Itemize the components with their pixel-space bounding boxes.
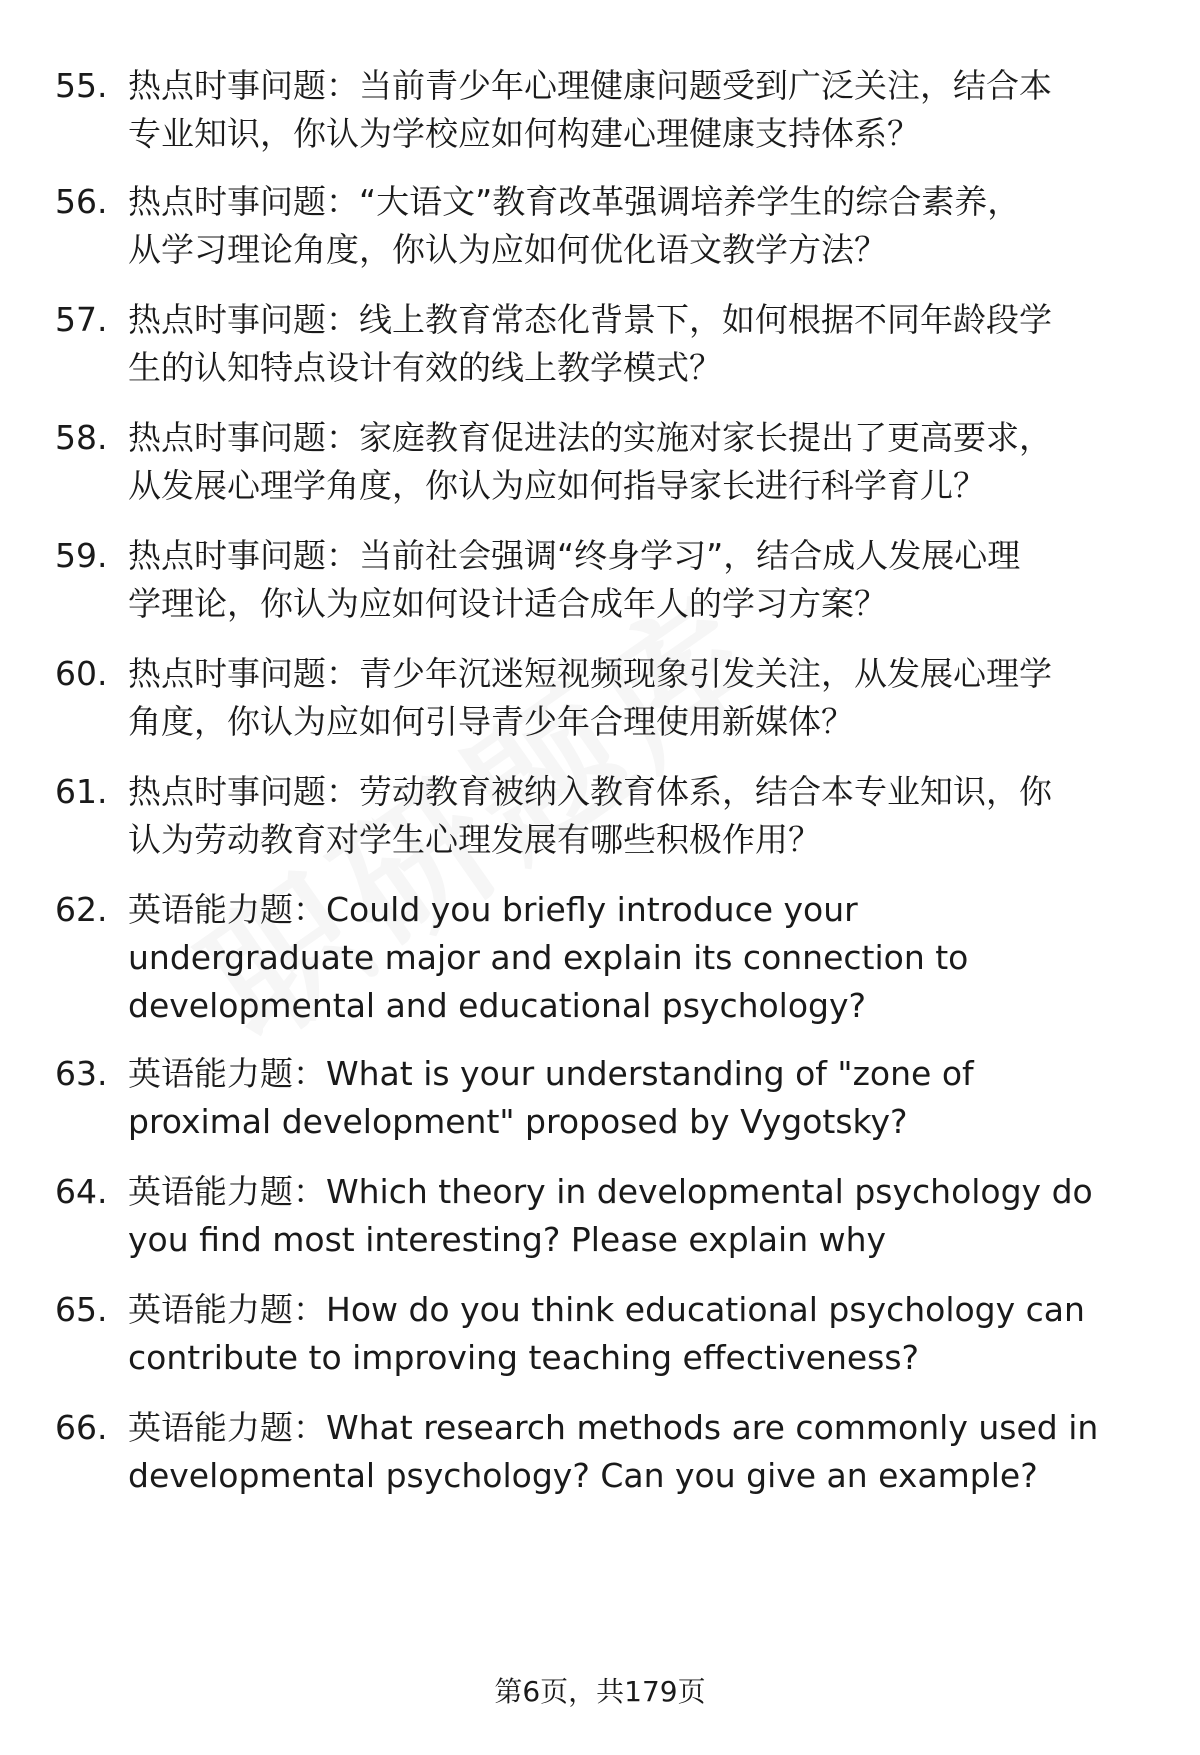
question-text-line: 热点时事问题：当前青少年心理健康问题受到广泛关注，结合本 — [128, 66, 1052, 105]
question-text-line: 英语能力题：How do you think educational psychology can — [128, 1290, 1085, 1329]
question-number: 63. — [55, 1054, 108, 1093]
question-text-line: contribute to improving teaching effectiveness? — [128, 1338, 920, 1377]
question-text — [128, 768, 1153, 864]
question-number: 60. — [55, 654, 108, 693]
question-text — [128, 650, 1153, 746]
question-number: 66. — [55, 1408, 108, 1447]
question-text — [128, 178, 1153, 274]
question-text-line: 从发展心理学角度，你认为应如何指导家长进行科学育儿？ — [128, 466, 986, 505]
page-footer: 第6页，共179页 — [494, 1675, 706, 1708]
question-number: 61. — [55, 772, 108, 811]
question-text — [128, 1286, 1153, 1382]
question-number: 64. — [55, 1172, 108, 1211]
question-text — [128, 886, 1153, 1030]
question-text — [128, 1050, 1153, 1146]
question-text-line: 专业知识，你认为学校应如何构建心理健康支持体系？ — [128, 114, 920, 153]
question-text-line: undergraduate major and explain its connection to — [128, 938, 969, 977]
question-text-line: 角度，你认为应如何引导青少年合理使用新媒体？ — [128, 702, 854, 741]
question-text-line: 热点时事问题：劳动教育被纳入教育体系，结合本专业知识，你 — [128, 772, 1052, 811]
question-number: 56. — [55, 182, 108, 221]
question-text-line: 认为劳动教育对学生心理发展有哪些积极作用？ — [128, 820, 821, 859]
question-text-line: 英语能力题：Could you briefly introduce your — [128, 890, 858, 929]
question-text — [128, 532, 1153, 628]
question-text-line: 生的认知特点设计有效的线上教学模式？ — [128, 348, 722, 387]
question-text-line: 热点时事问题：青少年沉迷短视频现象引发关注，从发展心理学 — [128, 654, 1052, 693]
question-text-line: 英语能力题：What is your understanding of "zone of — [128, 1054, 974, 1093]
question-text-line: developmental and educational psychology? — [128, 986, 867, 1025]
question-text-line: 热点时事问题：线上教育常态化背景下，如何根据不同年龄段学 — [128, 300, 1052, 339]
question-number: 65. — [55, 1290, 108, 1329]
question-text — [128, 414, 1153, 510]
question-text-line: proximal development" proposed by Vygotsky? — [128, 1102, 908, 1141]
question-text-line: 热点时事问题：家庭教育促进法的实施对家长提出了更高要求， — [128, 418, 1052, 457]
question-text-line: 英语能力题：Which theory in developmental psychology do — [128, 1172, 1093, 1211]
question-text-line: 热点时事问题：当前社会强调“终身学习”，结合成人发展心理 — [128, 536, 1021, 575]
question-text — [128, 1404, 1153, 1500]
question-number: 62. — [55, 890, 108, 929]
question-text-line: 英语能力题：What research methods are commonly used in — [128, 1408, 1099, 1447]
question-text — [128, 62, 1153, 158]
question-text — [128, 296, 1153, 392]
question-text — [128, 1168, 1153, 1264]
question-number: 57. — [55, 300, 108, 339]
question-number: 58. — [55, 418, 108, 457]
question-number: 59. — [55, 536, 108, 575]
question-text-line: 从学习理论角度，你认为应如何优化语文教学方法？ — [128, 230, 887, 269]
question-text-line: developmental psychology? Can you give an example? — [128, 1456, 1038, 1495]
question-number: 55. — [55, 66, 108, 105]
question-text-line: you find most interesting? Please explain why — [128, 1220, 887, 1259]
question-text-line: 热点时事问题：“大语文”教育改革强调培养学生的综合素养， — [128, 182, 1021, 221]
question-text-line: 学理论，你认为应如何设计适合成年人的学习方案？ — [128, 584, 887, 623]
